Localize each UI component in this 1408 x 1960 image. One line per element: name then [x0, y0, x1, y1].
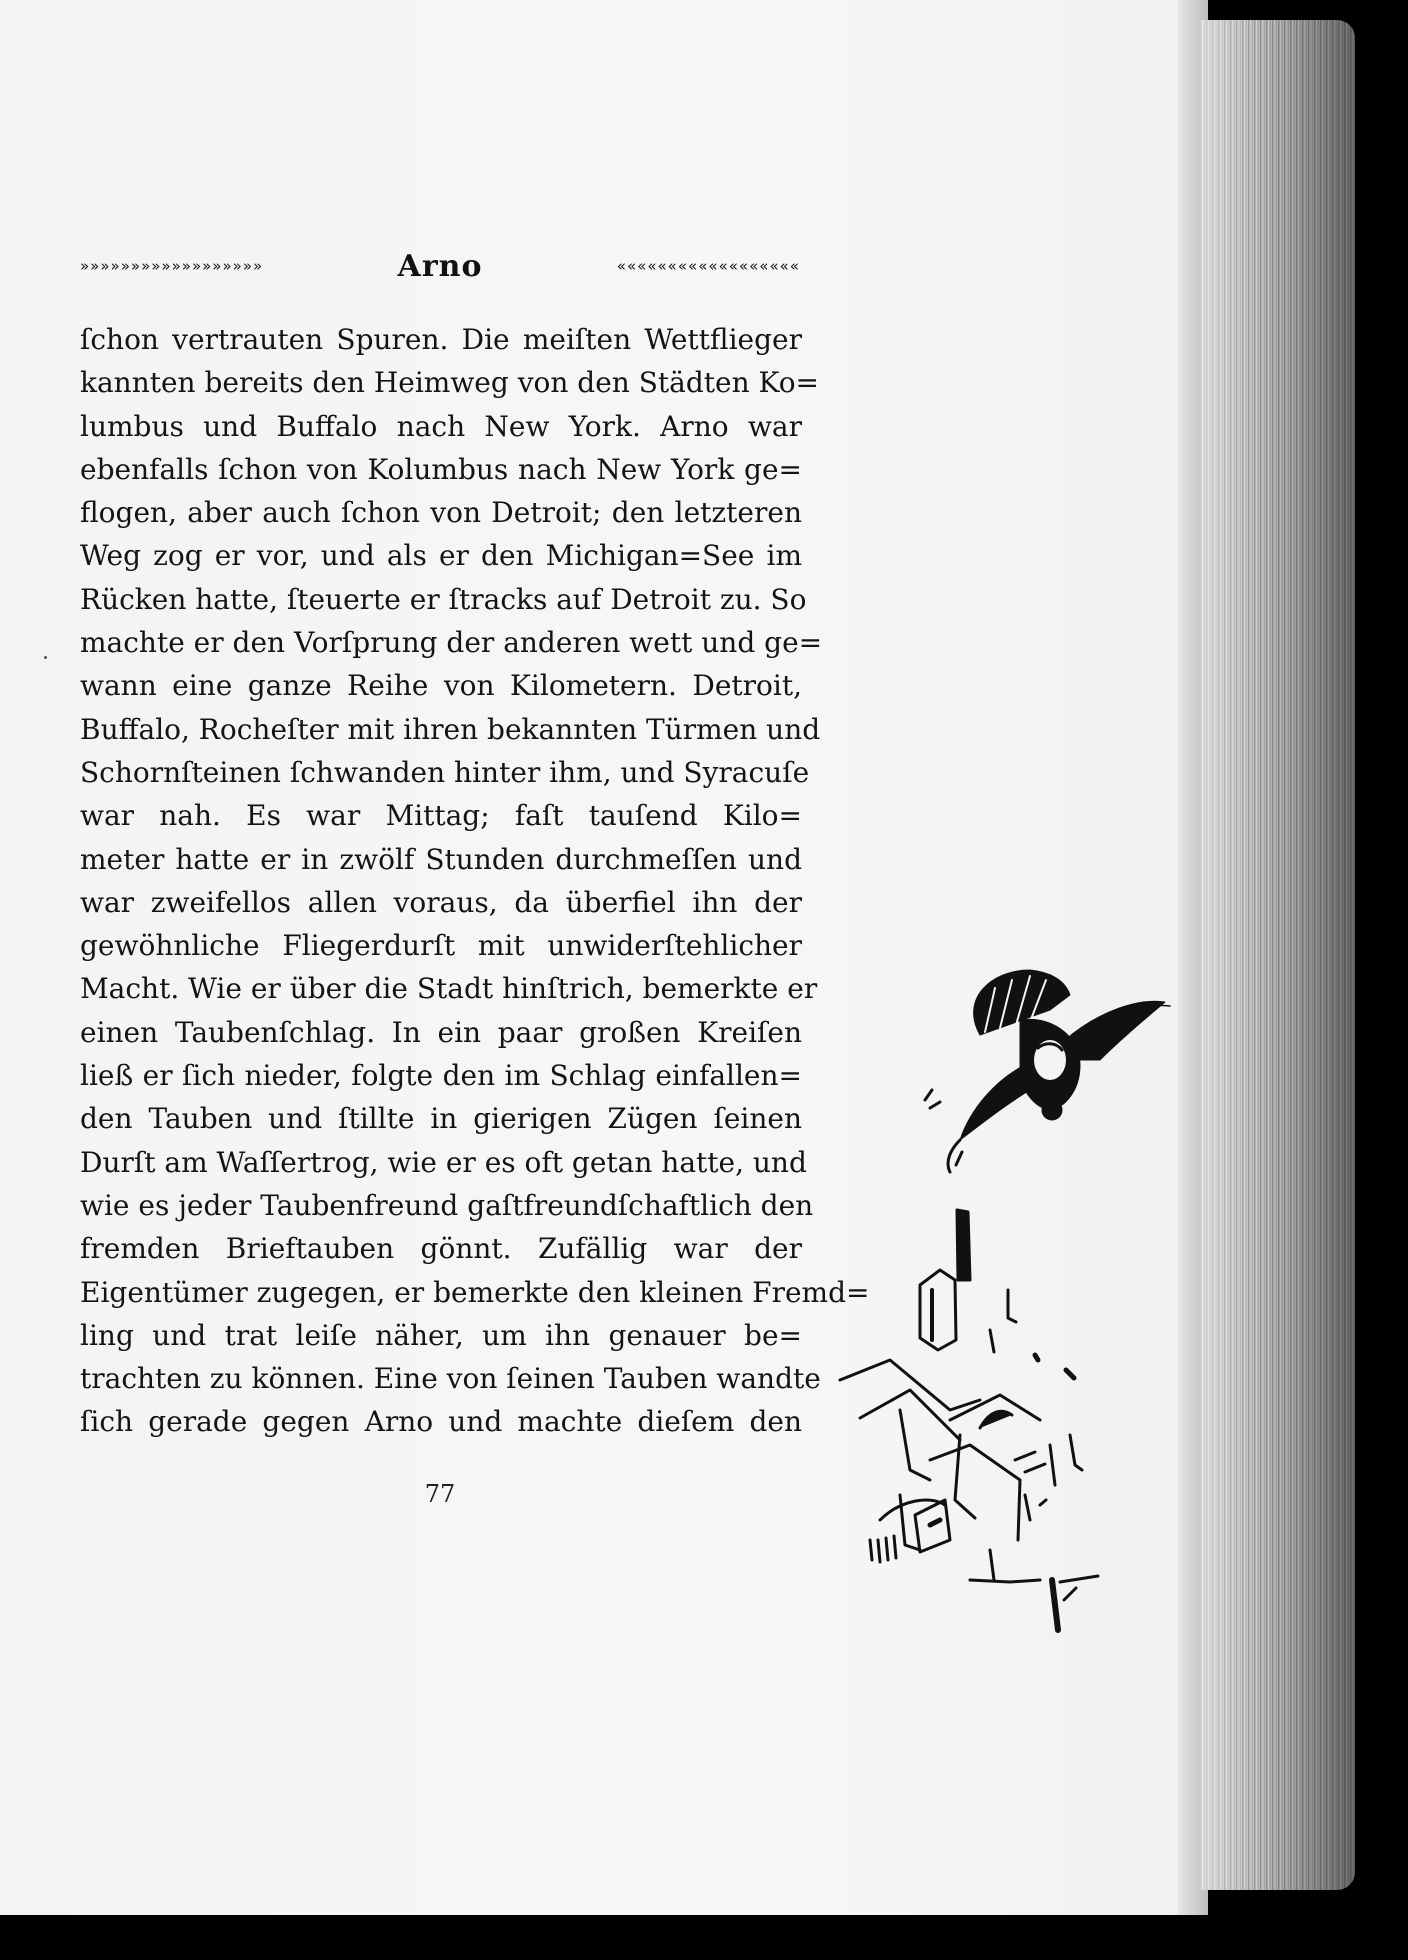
text-line: lumbus und Buffalo nach New York. Arno war	[80, 409, 802, 443]
text-line: ſchon vertrauten Spuren. Die meiſten Wettflieger	[80, 323, 802, 356]
body-text	[80, 318, 870, 1444]
running-header	[80, 246, 800, 286]
text-line: war zweifellos allen voraus, da überfiel ihn der	[80, 885, 802, 919]
running-title: Arno	[397, 248, 483, 284]
text-line: Macht. Wie er über die Stadt hinſtrich, bemerkte er	[80, 972, 818, 1006]
header-ornament-left: »»»»»»»»»»»»»»»»»»	[80, 257, 264, 275]
text-line: den Tauben und ſtillte in gierigen Zügen ſeinen	[80, 1102, 802, 1136]
text-line: ling und trat leiſe näher, um ihn genauer be=	[80, 1318, 802, 1352]
header-ornament-right: ««««««««««««««««««	[616, 257, 800, 275]
text-line: Weg zog er vor, und als er den Michigan=See im	[80, 539, 802, 573]
text-line: Schornſteinen ſchwanden hinter ihm, und Syracuſe	[80, 755, 810, 789]
text-line: ſich gerade gegen Arno und machte dieſem den	[80, 1405, 802, 1439]
text-line: Durſt am Waſſertrog, wie er es oft getan hatte, und	[80, 1145, 807, 1179]
text-line: gewöhnliche Fliegerdurſt mit unwiderſtehlicher	[80, 929, 802, 963]
text-line: fremden Brieftauben gönnt. Zufällig war der	[80, 1232, 802, 1266]
page-number: 77	[424, 1480, 456, 1508]
text-line: meter hatte er in zwölf Stunden durchmeſſen und	[80, 842, 802, 876]
text-line: wann eine ganze Reihe von Kilometern. Detroit,	[80, 669, 802, 703]
text-line: einen Taubenſchlag. In ein paar großen Kreiſen	[80, 1015, 802, 1049]
dust-speck	[44, 656, 47, 659]
text-line: Eigentümer zugegen, er bemerkte den kleinen Fremd=	[80, 1275, 870, 1309]
text-line: war nah. Es war Mittag; faſt tauſend Kilo=	[80, 799, 802, 833]
text-line: Rücken hatte, ſteuerte er ſtracks auf Detroit zu. So	[80, 582, 807, 616]
text-line: ließ er ſich nieder, folgte den im Schlag einfallen=	[80, 1059, 802, 1093]
pigeon-over-town-illustration	[780, 940, 1180, 1660]
text-line: machte er den Vorſprung der anderen wett und ge=	[80, 626, 823, 660]
rooftops-and-chimneys-drawing	[840, 1210, 1098, 1630]
text-line: kannten bereits den Heimweg von den Städten Ko=	[80, 366, 820, 400]
page-edges-shading	[1200, 20, 1355, 1890]
text-line: flogen, aber auch ſchon von Detroit; den letzteren	[80, 496, 802, 530]
text-line: Buffalo, Rocheſter mit ihren bekannten Türmen und	[80, 712, 821, 746]
text-line: ebenfalls ſchon von Kolumbus nach New York ge=	[80, 452, 802, 486]
text-line: wie es jeder Taubenfreund gaſtfreundſchaftlich den	[80, 1188, 814, 1222]
text-line: trachten zu können. Eine von ſeinen Tauben wandte	[80, 1362, 821, 1396]
flying-pigeon-drawing	[925, 970, 1170, 1172]
